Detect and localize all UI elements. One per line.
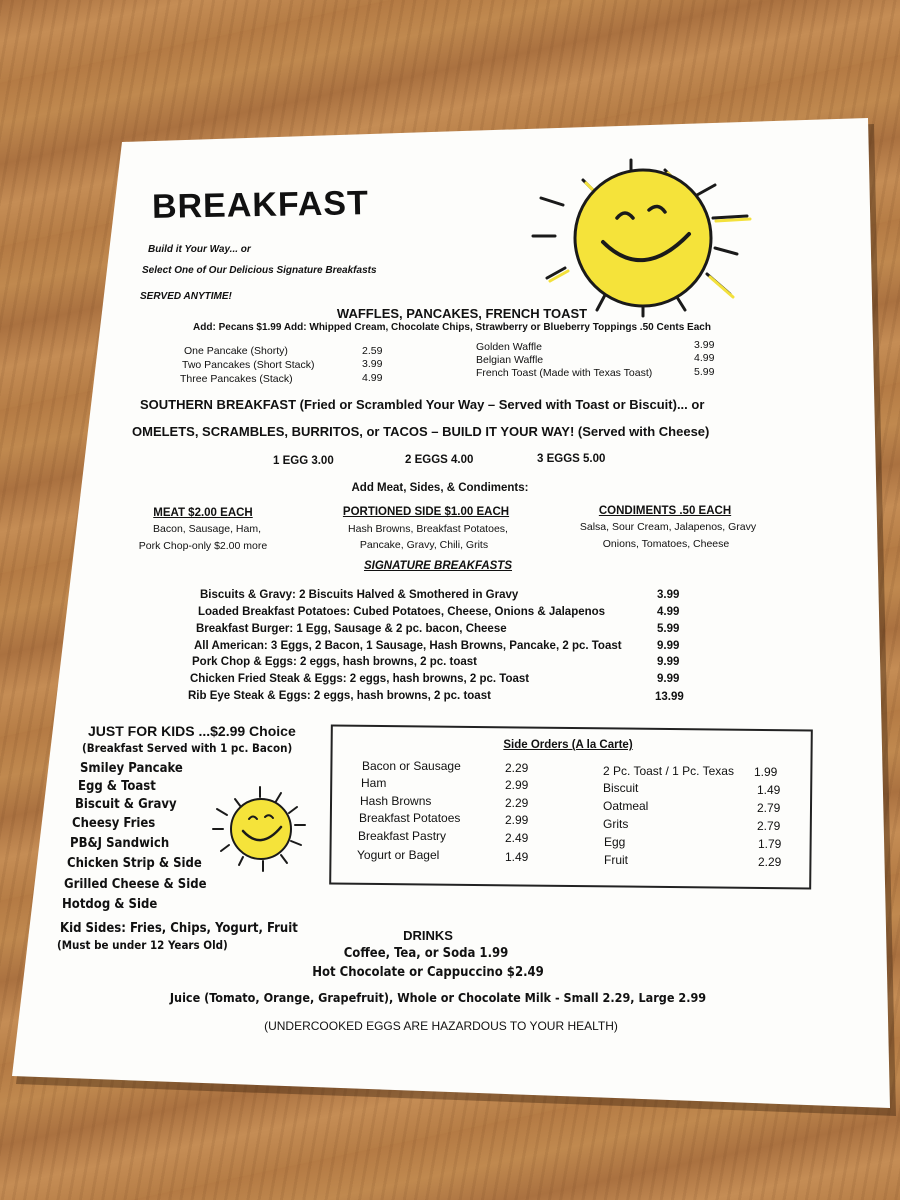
side-item: Fruit (604, 853, 628, 867)
signature-item: Chicken Fried Steak & Eggs: 2 eggs, hash browns, 2 pc. Toast (190, 673, 530, 685)
side-item: Ham (361, 776, 387, 790)
side-item: 2 Pc. Toast / 1 Pc. Texas (603, 764, 734, 778)
condiments-heading: CONDIMENTS .50 EACH (598, 505, 732, 517)
tagline-select: Select One of Our Delicious Signature Breakfasts (142, 265, 377, 276)
drinks-line: Juice (Tomato, Orange, Grapefruit), Whole or Chocolate Milk - Small 2.29, Large 2.99 (169, 990, 707, 1005)
side-price: 2.29 (505, 796, 529, 810)
side-item: Hash Browns (360, 794, 432, 808)
side-item: Biscuit (603, 781, 639, 795)
side-item: Egg (604, 835, 626, 849)
waffle-item: French Toast (Made with Texas Toast) (476, 367, 653, 379)
side-price: 2.79 (757, 819, 781, 833)
signature-price: 9.99 (657, 656, 680, 668)
side-price: 1.49 (505, 850, 529, 864)
kids-item: Grilled Cheese & Side (64, 877, 207, 892)
waffle-item: Golden Waffle (476, 341, 542, 353)
signature-item: Pork Chop & Eggs: 2 eggs, hash browns, 2 pc. toast (192, 656, 477, 668)
tagline-served: SERVED ANYTIME! (140, 291, 232, 302)
southern-breakfast: SOUTHERN BREAKFAST (Fried or Scrambled Your Way – Served with Toast or Biscuit)... or (140, 397, 705, 412)
side-item: Oatmeal (603, 799, 649, 813)
signature-price: 9.99 (657, 673, 680, 685)
kids-item: Smiley Pancake (80, 761, 183, 776)
waffle-item: Three Pancakes (Stack) (180, 373, 293, 385)
addons-heading: Add Meat, Sides, & Condiments: (351, 482, 529, 494)
kids-item: PB&J Sandwich (70, 836, 170, 851)
meat-heading: MEAT $2.00 EACH (153, 507, 253, 519)
waffle-price: 4.99 (362, 372, 383, 384)
side-item: Breakfast Pastry (358, 829, 447, 843)
kids-item: Hotdog & Side (62, 897, 158, 912)
portioned-line: Hash Browns, Breakfast Potatoes, (348, 523, 508, 535)
side-price: 2.99 (505, 813, 529, 827)
drinks-line: Hot Chocolate or Cappuccino $2.49 (312, 965, 544, 980)
waffle-price: 5.99 (694, 366, 715, 378)
side-price: 2.79 (757, 801, 781, 815)
tagline-build: Build it Your Way... or (148, 244, 251, 255)
signature-price: 9.99 (657, 640, 680, 652)
kids-item: Cheesy Fries (72, 816, 156, 831)
waffles-addons: Add: Pecans $1.99 Add: Whipped Cream, Chocolate Chips, Strawberry or Blueberry Toppings .50 Cents Each (193, 322, 711, 333)
meat-line: Pork Chop-only $2.00 more (138, 540, 268, 552)
portioned-line: Pancake, Gravy, Chili, Grits (359, 539, 489, 551)
waffle-price: 2.59 (362, 345, 383, 357)
side-price: 1.99 (754, 765, 778, 779)
waffle-item: Belgian Waffle (476, 354, 544, 366)
condiments-line: Salsa, Sour Cream, Jalapenos, Gravy (579, 521, 757, 533)
kids-item: Biscuit & Gravy (75, 797, 177, 812)
side-item: Grits (603, 817, 629, 831)
drinks-line: Coffee, Tea, or Soda 1.99 (343, 946, 509, 961)
drinks-heading: DRINKS (403, 928, 453, 943)
big-sun-icon (525, 150, 765, 320)
egg-price: 2 EGGS 4.00 (405, 454, 474, 466)
signature-price: 5.99 (657, 623, 680, 635)
signature-item: All American: 3 Eggs, 2 Bacon, 1 Sausage, Hash Browns, Pancake, 2 pc. Toast (194, 640, 622, 652)
waffle-item: One Pancake (Shorty) (184, 345, 288, 357)
signature-item: Rib Eye Steak & Eggs: 2 eggs, hash browns, 2 pc. toast (188, 690, 491, 702)
side-price: 2.99 (505, 778, 529, 792)
signature-item: Breakfast Burger: 1 Egg, Sausage & 2 pc. bacon, Cheese (196, 623, 507, 635)
health-warning: (UNDERCOOKED EGGS ARE HAZARDOUS TO YOUR HEALTH) (264, 1019, 618, 1033)
waffle-price: 4.99 (694, 352, 715, 364)
waffles-heading: WAFFLES, PANCAKES, FRENCH TOAST (336, 306, 588, 321)
side-price: 1.49 (757, 783, 781, 797)
waffle-item: Two Pancakes (Short Stack) (182, 359, 315, 371)
kids-item: Chicken Strip & Side (67, 856, 202, 871)
side-item: Bacon or Sausage (362, 759, 461, 773)
signature-price: 13.99 (655, 691, 684, 703)
signature-item: Biscuits & Gravy: 2 Biscuits Halved & Smothered in Gravy (200, 589, 519, 601)
egg-price: 3 EGGS 5.00 (537, 453, 606, 465)
side-orders-heading: Side Orders (A la Carte) (503, 739, 633, 751)
side-item: Yogurt or Bagel (357, 848, 440, 862)
signature-item: Loaded Breakfast Potatoes: Cubed Potatoes, Cheese, Onions & Jalapenos (198, 606, 606, 618)
condiments-line: Onions, Tomatoes, Cheese (602, 538, 730, 550)
kids-heading: JUST FOR KIDS ...$2.99 Choice (88, 723, 296, 739)
signature-price: 3.99 (657, 589, 680, 601)
omelets-line: OMELETS, SCRAMBLES, BURRITOS, or TACOS – BUILD IT YOUR WAY! (Served with Cheese) (132, 424, 710, 439)
small-sun-icon (205, 785, 315, 875)
side-price: 1.79 (758, 837, 782, 851)
kids-item: Egg & Toast (78, 779, 156, 794)
menu-title: BREAKFAST (151, 184, 370, 226)
signature-heading: SIGNATURE BREAKFASTS (363, 560, 513, 572)
waffle-price: 3.99 (362, 358, 383, 370)
side-price: 2.49 (505, 831, 529, 845)
kids-sides: Kid Sides: Fries, Chips, Yogurt, Fruit (60, 921, 298, 936)
kids-age: (Must be under 12 Years Old) (57, 938, 228, 952)
side-price: 2.29 (758, 855, 782, 869)
kids-note: (Breakfast Served with 1 pc. Bacon) (82, 741, 293, 755)
portioned-heading: PORTIONED SIDE $1.00 EACH (342, 506, 510, 518)
egg-price: 1 EGG 3.00 (273, 455, 334, 467)
waffle-price: 3.99 (694, 339, 715, 351)
side-item: Breakfast Potatoes (359, 811, 461, 825)
signature-price: 4.99 (657, 606, 680, 618)
side-price: 2.29 (505, 761, 529, 775)
meat-line: Bacon, Sausage, Ham, (153, 523, 261, 535)
